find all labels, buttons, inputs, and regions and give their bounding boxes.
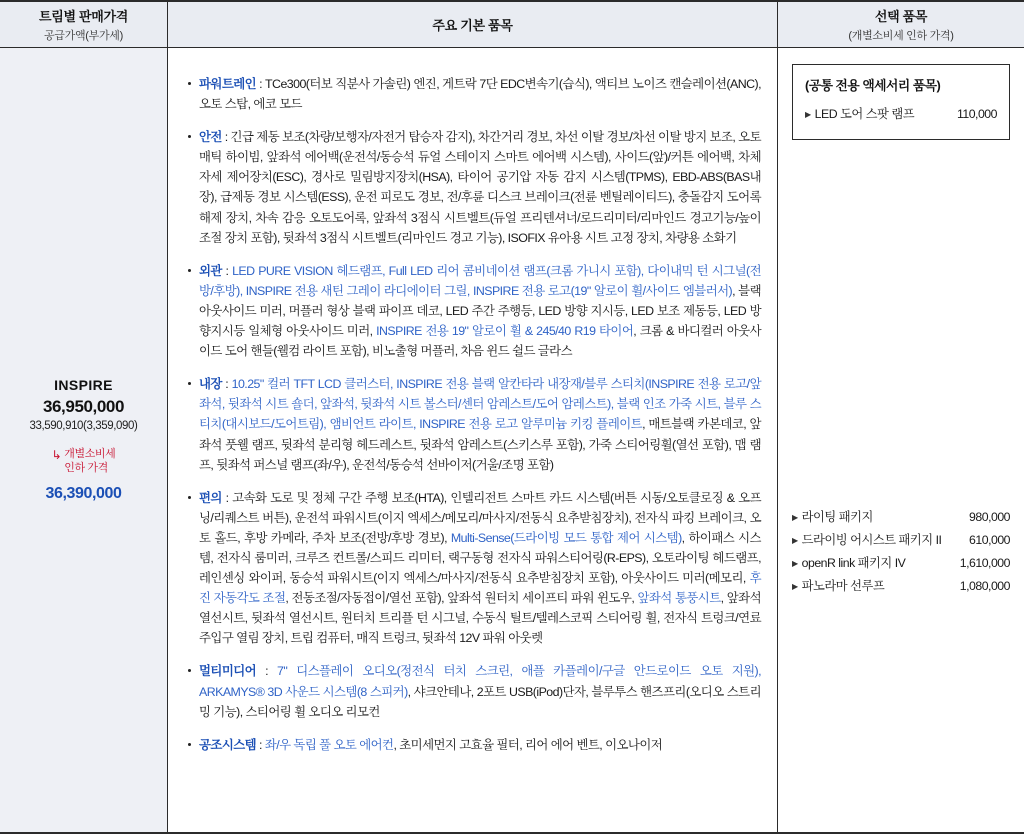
option-row[interactable] bbox=[792, 530, 1010, 551]
accessory-box-title: (공통 전용 액세서리 품목) bbox=[805, 78, 941, 93]
spec-category: 파워트레인 bbox=[199, 77, 257, 91]
spec-item bbox=[186, 661, 761, 721]
spec-text: , 샤크안테나, 2포트 USB(iPod)단자, 블루투스 핸즈프리(오디오 스트리밍 기능), 스티어링 휠 오디오 리모컨 bbox=[199, 684, 761, 719]
option-label: 파노라마 선루프 bbox=[801, 578, 885, 593]
spec-category: 내장 bbox=[199, 377, 222, 392]
option-items-cell bbox=[778, 48, 1024, 832]
spec-text: INSPIRE 전용 19" 알로이 휠 & 245/40 R19 타이어 bbox=[376, 324, 634, 339]
price-discount-note-text bbox=[64, 448, 115, 476]
spec-text: , 매트블랙 카본데코, 앞좌석 풋웰 램프, 뒷좌석 분리형 헤드레스트, 뒷좌석 암레스트(스키스루 포함), 가죽 스티어링휠(열선 포함), 맵 램프, 뒷좌석 퍼스널 램프(좌/우), 운전석/동승석 선바이저(거울/조명 포함) bbox=[199, 417, 761, 472]
option-row[interactable] bbox=[792, 553, 1010, 574]
header-option-column bbox=[778, 2, 1024, 47]
option-label-wrap bbox=[792, 576, 884, 597]
option-label-wrap bbox=[792, 530, 941, 551]
spec-list bbox=[186, 74, 761, 755]
option-row[interactable] bbox=[805, 104, 997, 125]
option-price: 1,610,000 bbox=[959, 555, 1010, 570]
price-breakdown: 33,590,910(3,359,090) bbox=[29, 419, 138, 432]
spec-item bbox=[186, 374, 761, 474]
option-price: 110,000 bbox=[956, 107, 997, 121]
package-list bbox=[792, 507, 1010, 597]
option-price: 980,000 bbox=[969, 510, 1010, 524]
header-option-subtitle: (개별소비세 인하 가격) bbox=[848, 30, 954, 42]
spec-text: , 전동조절/자동접이/열선 포함), 앞좌석 원터치 세이프티 파워 윈도우, bbox=[285, 591, 638, 606]
price-note-line1: 개별소비세 bbox=[64, 447, 116, 460]
spec-text: : bbox=[221, 377, 232, 392]
triangle-right-icon: ▶ bbox=[792, 558, 798, 568]
spec-category: 공조시스템 bbox=[199, 737, 257, 752]
spec-text: Multi-Sense(드라이빙 모드 통합 제어 시스템) bbox=[450, 530, 682, 545]
spec-item bbox=[186, 735, 761, 755]
spec-text: , 크롬 & 바디컬러 아웃사이드 도어 핸들(웰컴 라이트 포함), 비노출형 머플러, 차음 윈드 쉴드 글라스 bbox=[199, 324, 762, 359]
spec-text: 7" 디스플레이 오디오(정전식 터치 스크린, 애플 카플레이/구글 안드로이드 오토 지원), ARKAMYS® 3D 사운드 시스템(8 스피커) bbox=[199, 664, 761, 699]
trim-name: INSPIRE bbox=[54, 376, 113, 393]
option-price: 610,000 bbox=[969, 532, 1010, 547]
basic-items-cell bbox=[168, 48, 778, 832]
header-price-title: 트림별 판매가격 bbox=[38, 9, 129, 24]
spec-category: 안전 bbox=[199, 130, 222, 145]
spec-item bbox=[186, 74, 761, 114]
spec-text: 10.25" 컬러 TFT LCD 클러스터, INSPIRE 전용 블랙 알칸타라 내장재/블루 스티치(INSPIRE 전용 로고/앞좌석, 뒷좌석 시트 숄더, 앞좌석, 뒷좌석 시트 볼스터/센터 암레스트/도어 암레스트), 블랙 인조 가죽 시트, 블루 스티치(대시보드/도어트림), 앰비언트 라이트, INSPIRE 전용 로고 알루미늄 키킹 플레이트 bbox=[199, 377, 761, 432]
spec-text: , 앞좌석 열선시트, 뒷좌석 열선시트, 원터치 트리플 턴 시그널, 수동식 틸트/텔레스코픽 스티어링 휠, 전자식 트렁크/연료주입구 열림 장치, 트립 컴퓨터, 매직 트렁크, 뒷좌석 12V 파워 아웃렛 bbox=[199, 591, 761, 646]
option-label: 드라이빙 어시스트 패키지 II bbox=[801, 532, 942, 547]
spec-item bbox=[186, 488, 761, 649]
arrow-down-right-icon: ↳ bbox=[51, 447, 62, 462]
accessory-list bbox=[805, 104, 997, 125]
option-label: openR link 패키지 IV bbox=[801, 555, 906, 570]
spec-text: : bbox=[256, 664, 278, 679]
spec-text: 좌/우 독립 풀 오토 에어컨 bbox=[264, 737, 394, 752]
spec-text: : bbox=[256, 737, 265, 752]
spec-category: 멀티미디어 bbox=[199, 664, 257, 679]
price-discount-note bbox=[52, 448, 116, 476]
header-basic-title: 주요 기본 품목 bbox=[432, 18, 513, 33]
price-note-line2: 인하 가격 bbox=[64, 461, 108, 474]
option-label-wrap bbox=[792, 553, 905, 574]
spec-text: : 고속화 도로 및 정체 구간 주행 보조(HTA), 인텔리전트 스마트 카드 시스템(버튼 시동/오토클로징 & 오프닝/리퀘스트 버튼), 운전석 파워시트(이지 엑세스/메모리/마사지/전동식 요추받침장치), 전자식 파킹 브레이크, 오토 홀드, 후방 카메라, 주차 보조(전방/후방 경보), bbox=[199, 490, 761, 545]
option-label-wrap bbox=[805, 104, 914, 125]
spec-text: : bbox=[221, 263, 233, 278]
spec-text: 후진 자동각도 조절 bbox=[199, 571, 761, 606]
spec-text: 앞좌석 통풍시트 bbox=[637, 591, 721, 606]
triangle-right-icon: ▶ bbox=[805, 110, 811, 119]
spec-category: 외관 bbox=[199, 263, 222, 278]
spec-category: 편의 bbox=[199, 490, 222, 505]
option-price: 1,080,000 bbox=[959, 578, 1010, 593]
option-label: 라이팅 패키지 bbox=[801, 510, 873, 524]
spec-text: , 초미세먼지 고효율 필터, 리어 에어 벤트, 이오나이저 bbox=[393, 737, 663, 752]
triangle-right-icon: ▶ bbox=[792, 513, 798, 522]
spec-text: LED PURE VISION 헤드램프, Full LED 리어 콤비네이션 램프(크롬 가니시 포함), 다이내믹 턴 시그널(전방/후방), INSPIRE 전용 새틴 그레이 라디에이터 그릴, INSPIRE 전용 로고(19" 알로이 휠/사이드 엠블러서) bbox=[199, 263, 761, 298]
spec-text: : TCe300(터보 직분사 가솔린) 엔진, 게트락 7단 EDC변속기(습식), 액티브 노이즈 캔슬레이션(ANC), 오토 스탑, 에코 모드 bbox=[199, 77, 761, 112]
spec-item bbox=[186, 127, 761, 248]
option-row[interactable] bbox=[792, 507, 1010, 528]
spec-text: : 긴급 제동 보조(차량/보행자/자전거 탑승자 감지), 차간거리 경보, 차선 이탈 경보/차선 이탈 방지 보조, 오토매틱 하이빔, 앞좌석 에어백(운전석/동승석 듀얼 스테이지 스마트 에어백 시스템), 사이드(앞)/커튼 에어백, 차체 자세 제어장치(ESC), 경사로 밀림방지장치(HSA), 타이어 공기압 자동 감지 시스템(TPMS), EBD-ABS(BAS내장), 급제동 경보 시스템(ESS), 운전 피로도 경보, 전/후륜 디스크 브레이크(전륜 벤틸레이티드), 충돌감지 도어록 해제 장치, 차속 감응 오토도어록, 앞좌석 3점식 시트벨트(듀얼 프리텐셔너/로드리미터/리마인드 경고기능/높이 조절 장치 포함), 뒷좌석 3점식 시트벨트(리마인드 경고 기능), ISOFIX 유아용 시트 고정 장치, 차량용 소화기 bbox=[199, 130, 761, 245]
header-basic-column bbox=[168, 2, 778, 47]
spec-item bbox=[186, 261, 761, 361]
package-list-wrap bbox=[792, 503, 1010, 599]
price-main: 36,950,000 bbox=[42, 396, 125, 416]
triangle-right-icon: ▶ bbox=[792, 581, 798, 591]
triangle-right-icon: ▶ bbox=[792, 535, 798, 545]
spec-text: , 하이패스 시스템, 전자식 룸미러, 크루즈 컨트롤/스피드 리미터, 랙구동형 전자식 파워스티어링(R-EPS), 오토라이팅 헤드램프, 레인센싱 와이퍼, 동승석 파워시트(이지 엑세스/마사지/전동식 요추받침장치 포함), 아웃사이드 미러(메모리, bbox=[199, 530, 761, 586]
header-price-subtitle: 공급가액(부가세) bbox=[43, 30, 123, 42]
option-label-wrap bbox=[792, 507, 873, 528]
option-label: LED 도어 스팟 램프 bbox=[814, 107, 915, 121]
accessory-box bbox=[792, 64, 1010, 140]
option-row[interactable] bbox=[792, 576, 1010, 597]
spec-text: , 블랙 아웃사이드 미러, 머플러 형상 블랙 파이프 데코, LED 주간 주행등, LED 방향 지시등, LED 보조 제동등, LED 방향지시등 일체형 아웃사이드 미러, bbox=[199, 283, 761, 339]
header-price-column bbox=[0, 2, 168, 47]
table-header-row bbox=[0, 2, 1024, 48]
price-discounted: 36,390,000 bbox=[45, 485, 122, 503]
header-option-title: 선택 품목 bbox=[874, 9, 928, 24]
table-body-row bbox=[0, 48, 1024, 832]
price-cell bbox=[0, 48, 168, 832]
